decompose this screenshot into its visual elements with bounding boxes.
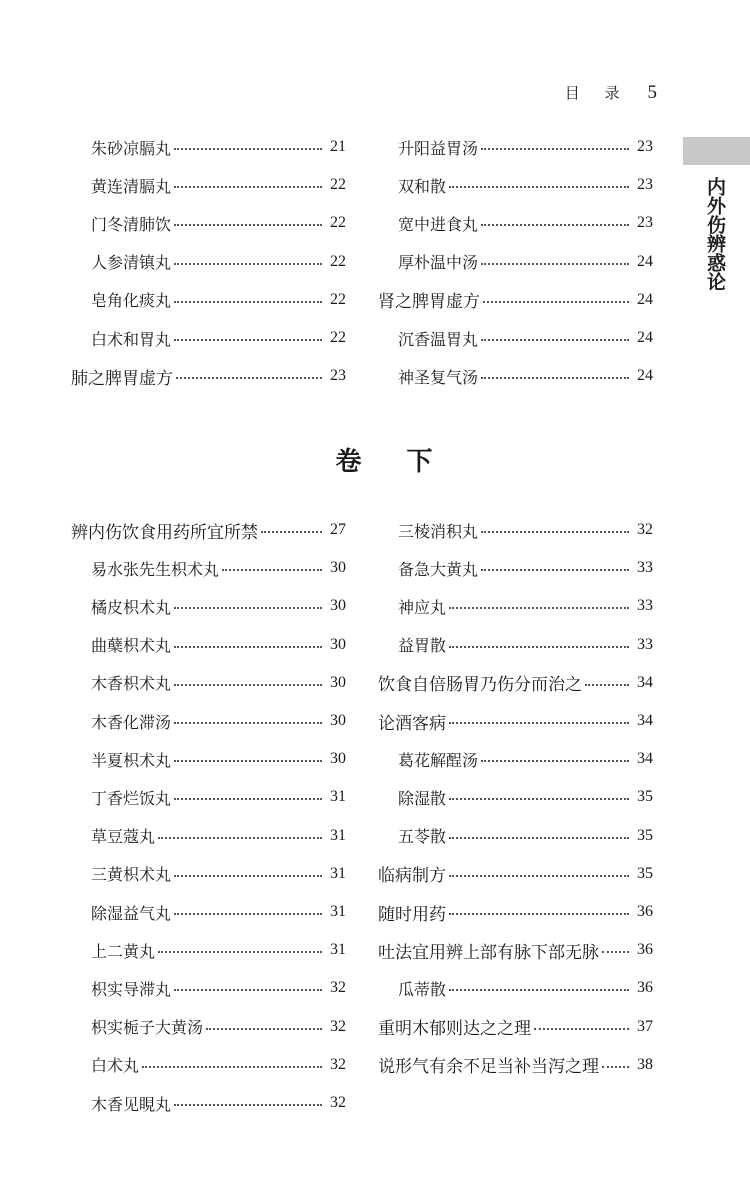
toc-entry-page: 31 xyxy=(330,788,346,806)
side-book-title: 内外伤辨惑论 xyxy=(704,177,726,291)
dot-leader xyxy=(174,989,322,991)
dot-leader xyxy=(449,989,629,991)
toc-entry-page: 23 xyxy=(330,367,346,385)
running-header xyxy=(565,82,657,104)
toc-entry-page: 35 xyxy=(637,788,653,806)
toc-entry-page: 34 xyxy=(637,673,653,691)
toc-entry-label: 瓜蒂散 xyxy=(398,979,447,999)
toc-entry-page: 27 xyxy=(330,521,346,538)
toc-entry[interactable] xyxy=(71,855,346,893)
toc-entry-label: 皂角化痰丸 xyxy=(91,291,172,311)
toc-entry[interactable] xyxy=(71,931,346,969)
toc-entry-label: 吐法宜用辨上部有脉下部无脉 xyxy=(378,942,599,963)
toc-entry-page: 36 xyxy=(637,903,653,920)
dot-leader xyxy=(481,531,629,533)
toc-entry[interactable] xyxy=(71,1008,346,1046)
toc-entry-page: 24 xyxy=(637,367,653,385)
toc-entry-page: 31 xyxy=(330,941,346,959)
toc-entry-label: 重明木郁则达之之理 xyxy=(378,1019,531,1040)
dot-leader xyxy=(481,148,629,150)
dot-leader xyxy=(261,531,322,533)
dot-leader xyxy=(174,148,322,150)
toc-entry-label: 木香见睍丸 xyxy=(91,1094,172,1114)
toc-entry-label: 人参清镇丸 xyxy=(91,253,172,273)
dot-leader xyxy=(449,875,629,877)
toc-entry-page: 34 xyxy=(637,750,653,768)
dot-leader xyxy=(449,837,629,839)
toc-entry-label: 木香枳术丸 xyxy=(91,674,172,694)
toc-entry-label: 除湿散 xyxy=(398,788,447,808)
toc-entry[interactable] xyxy=(378,357,653,395)
dot-leader xyxy=(174,1104,322,1106)
toc-entry[interactable] xyxy=(378,931,653,969)
toc-entry[interactable] xyxy=(378,855,653,893)
dot-leader xyxy=(449,646,629,648)
toc-entry-label: 枳实导滞丸 xyxy=(91,979,172,999)
toc-entry-page: 22 xyxy=(330,176,346,194)
toc-entry-page: 24 xyxy=(637,329,653,346)
dot-leader xyxy=(481,339,629,341)
toc-entry[interactable] xyxy=(378,319,653,357)
toc-entry-page: 24 xyxy=(637,290,653,308)
toc-entry-page: 22 xyxy=(330,290,346,308)
dot-leader xyxy=(174,607,322,609)
toc-entry[interactable] xyxy=(71,319,346,357)
toc-entry[interactable] xyxy=(378,511,653,549)
toc-entry[interactable] xyxy=(71,664,346,702)
dot-leader xyxy=(174,224,322,226)
toc-entry-label: 三黄枳术丸 xyxy=(91,865,172,885)
toc-entry-page: 22 xyxy=(330,252,346,270)
dot-leader xyxy=(602,951,629,953)
toc-entry-label: 黄连清膈丸 xyxy=(91,176,172,196)
toc-entry-page: 32 xyxy=(330,979,346,997)
dot-leader xyxy=(176,377,322,379)
header-title: 目 录 xyxy=(564,84,630,102)
toc-entry-label: 门冬清肺饮 xyxy=(91,214,172,234)
toc-entry-page: 22 xyxy=(330,214,346,232)
toc-entry[interactable] xyxy=(378,166,653,204)
toc-entry-page: 36 xyxy=(637,941,653,959)
dot-leader xyxy=(174,263,322,265)
toc-entry-page: 23 xyxy=(637,176,653,194)
toc-entry[interactable] xyxy=(378,549,653,587)
toc-entry[interactable] xyxy=(71,740,346,778)
toc-entry-label: 五苓散 xyxy=(398,827,447,847)
toc-entry-page: 31 xyxy=(330,864,346,882)
dot-leader xyxy=(206,1028,322,1030)
dot-leader xyxy=(174,913,322,915)
toc-entry[interactable] xyxy=(378,587,653,625)
toc-entry-page: 30 xyxy=(330,712,346,729)
dot-leader xyxy=(158,837,322,839)
dot-leader xyxy=(449,186,629,188)
toc-entry-label: 神应丸 xyxy=(398,597,447,617)
toc-entry-page: 23 xyxy=(637,214,653,232)
dot-leader xyxy=(449,607,629,609)
toc-entry-label: 临病制方 xyxy=(378,866,446,887)
toc-entry-label: 神圣复气汤 xyxy=(398,367,479,387)
toc-entry-page: 30 xyxy=(330,635,346,653)
toc-entry[interactable] xyxy=(71,893,346,931)
toc-entry-page: 32 xyxy=(330,1055,346,1073)
toc-entry-label: 饮食自倍肠胃乃伤分而治之 xyxy=(378,675,582,696)
toc-entry-page: 32 xyxy=(330,1094,346,1111)
dot-leader xyxy=(481,377,629,379)
toc-entry-label: 厚朴温中汤 xyxy=(398,253,479,273)
toc-entry-page: 30 xyxy=(330,597,346,615)
toc-entry[interactable] xyxy=(71,817,346,855)
dot-leader xyxy=(449,798,629,800)
toc-entry-label: 备急大黄丸 xyxy=(398,559,479,579)
toc-entry[interactable] xyxy=(71,702,346,740)
toc-entry[interactable] xyxy=(378,702,653,740)
toc-entry-label: 除湿益气丸 xyxy=(91,903,172,923)
toc-entry-label: 辨内伤饮食用药所宜所禁 xyxy=(71,522,258,543)
toc-entry-label: 丁香烂饭丸 xyxy=(91,788,172,808)
toc-entry[interactable] xyxy=(378,817,653,855)
toc-entry-page: 32 xyxy=(637,521,653,538)
dot-leader xyxy=(174,760,322,762)
toc-entry-page: 24 xyxy=(637,252,653,270)
toc-entry-page: 33 xyxy=(637,635,653,653)
toc-entry-page: 35 xyxy=(637,864,653,882)
toc-entry[interactable] xyxy=(71,969,346,1007)
dot-leader xyxy=(481,224,629,226)
toc-entry-label: 论酒客病 xyxy=(378,713,446,734)
dot-leader xyxy=(174,339,322,341)
dot-leader xyxy=(174,722,322,724)
dot-leader xyxy=(174,186,322,188)
toc-entry[interactable] xyxy=(378,893,653,931)
toc-entry-page: 21 xyxy=(330,138,346,155)
toc-entry-page: 23 xyxy=(637,138,653,155)
toc-entry[interactable] xyxy=(71,511,346,549)
dot-leader xyxy=(174,301,322,303)
toc-entry[interactable] xyxy=(378,740,653,778)
toc-entry-label: 白术和胃丸 xyxy=(91,329,172,349)
dot-leader xyxy=(449,722,629,724)
toc-entry-label: 易水张先生枳术丸 xyxy=(91,559,220,579)
toc-entry[interactable] xyxy=(71,549,346,587)
toc-entry[interactable] xyxy=(378,243,653,281)
toc-entry-label: 三棱消积丸 xyxy=(398,521,479,541)
dot-leader xyxy=(222,569,322,571)
side-tab-marker xyxy=(683,137,750,165)
toc-entry-page: 37 xyxy=(637,1017,653,1035)
toc-entry-page: 38 xyxy=(637,1055,653,1073)
toc-entry-page: 31 xyxy=(330,826,346,844)
toc-entry-label: 朱砂凉膈丸 xyxy=(91,138,172,158)
toc-entry-label: 葛花解酲汤 xyxy=(398,750,479,770)
section-title: 卷 下 xyxy=(335,447,451,477)
toc-entry-label: 双和散 xyxy=(398,176,447,196)
toc-entry-page: 30 xyxy=(330,750,346,768)
toc-entry[interactable] xyxy=(71,128,346,166)
toc-entry[interactable] xyxy=(378,664,653,702)
toc-entry-label: 半夏枳术丸 xyxy=(91,750,172,770)
toc-entry-label: 升阳益胃汤 xyxy=(398,138,479,158)
toc-entry[interactable] xyxy=(378,204,653,242)
toc-entry-label: 宽中进食丸 xyxy=(398,214,479,234)
toc-entry-label: 曲蘖枳术丸 xyxy=(91,636,172,656)
toc-entry[interactable] xyxy=(378,1046,653,1084)
dot-leader xyxy=(481,569,629,571)
page-number: 5 xyxy=(647,82,657,103)
toc-entry-label: 说形气有余不足当补当泻之理 xyxy=(378,1057,599,1078)
toc-entry-label: 橘皮枳术丸 xyxy=(91,597,172,617)
dot-leader xyxy=(174,875,322,877)
toc-entry[interactable] xyxy=(71,778,346,816)
toc-entry[interactable] xyxy=(378,128,653,166)
dot-leader xyxy=(481,760,629,762)
toc-entry[interactable] xyxy=(71,243,346,281)
toc-entry[interactable] xyxy=(71,204,346,242)
toc-entry-label: 枳实栀子大黄汤 xyxy=(91,1018,204,1038)
toc-entry-label: 上二黄丸 xyxy=(91,941,156,961)
toc-entry-page: 35 xyxy=(637,826,653,844)
dot-leader xyxy=(158,951,322,953)
toc-entry-page: 34 xyxy=(637,712,653,729)
toc-entry[interactable] xyxy=(71,626,346,664)
toc-entry[interactable] xyxy=(71,281,346,319)
dot-leader xyxy=(174,798,322,800)
dot-leader xyxy=(174,646,322,648)
dot-leader xyxy=(483,301,629,303)
toc-entry[interactable] xyxy=(378,626,653,664)
toc-entry-label: 白术丸 xyxy=(91,1056,140,1076)
toc-entry[interactable] xyxy=(71,357,346,395)
dot-leader xyxy=(174,684,322,686)
dot-leader xyxy=(449,913,629,915)
toc-entry-page: 33 xyxy=(637,559,653,577)
toc-entry[interactable] xyxy=(71,1084,346,1122)
toc-entry-page: 31 xyxy=(330,903,346,920)
toc-entry-page: 30 xyxy=(330,559,346,577)
toc-entry[interactable] xyxy=(378,281,653,319)
dot-leader xyxy=(534,1028,629,1030)
toc-entry[interactable] xyxy=(378,778,653,816)
dot-leader xyxy=(585,684,629,686)
toc-entry-label: 益胃散 xyxy=(398,636,447,656)
toc-entry-page: 22 xyxy=(330,329,346,346)
toc-entry[interactable] xyxy=(71,166,346,204)
toc-entry[interactable] xyxy=(71,587,346,625)
dot-leader xyxy=(481,263,629,265)
toc-entry-page: 36 xyxy=(637,979,653,997)
toc-entry[interactable] xyxy=(378,969,653,1007)
toc-entry-label: 草豆蔻丸 xyxy=(91,827,156,847)
toc-entry-page: 33 xyxy=(637,597,653,615)
toc-entry-label: 肾之脾胃虚方 xyxy=(378,292,480,313)
toc-entry-page: 32 xyxy=(330,1017,346,1035)
dot-leader xyxy=(602,1066,629,1068)
toc-entry-label: 肺之脾胃虚方 xyxy=(71,368,173,389)
dot-leader xyxy=(142,1066,322,1068)
toc-entry-label: 随时用药 xyxy=(378,904,446,925)
toc-entry[interactable] xyxy=(378,1008,653,1046)
toc-entry-page: 30 xyxy=(330,673,346,691)
toc-entry[interactable] xyxy=(71,1046,346,1084)
toc-entry-label: 木香化滞汤 xyxy=(91,712,172,732)
toc-entry-label: 沉香温胃丸 xyxy=(398,329,479,349)
